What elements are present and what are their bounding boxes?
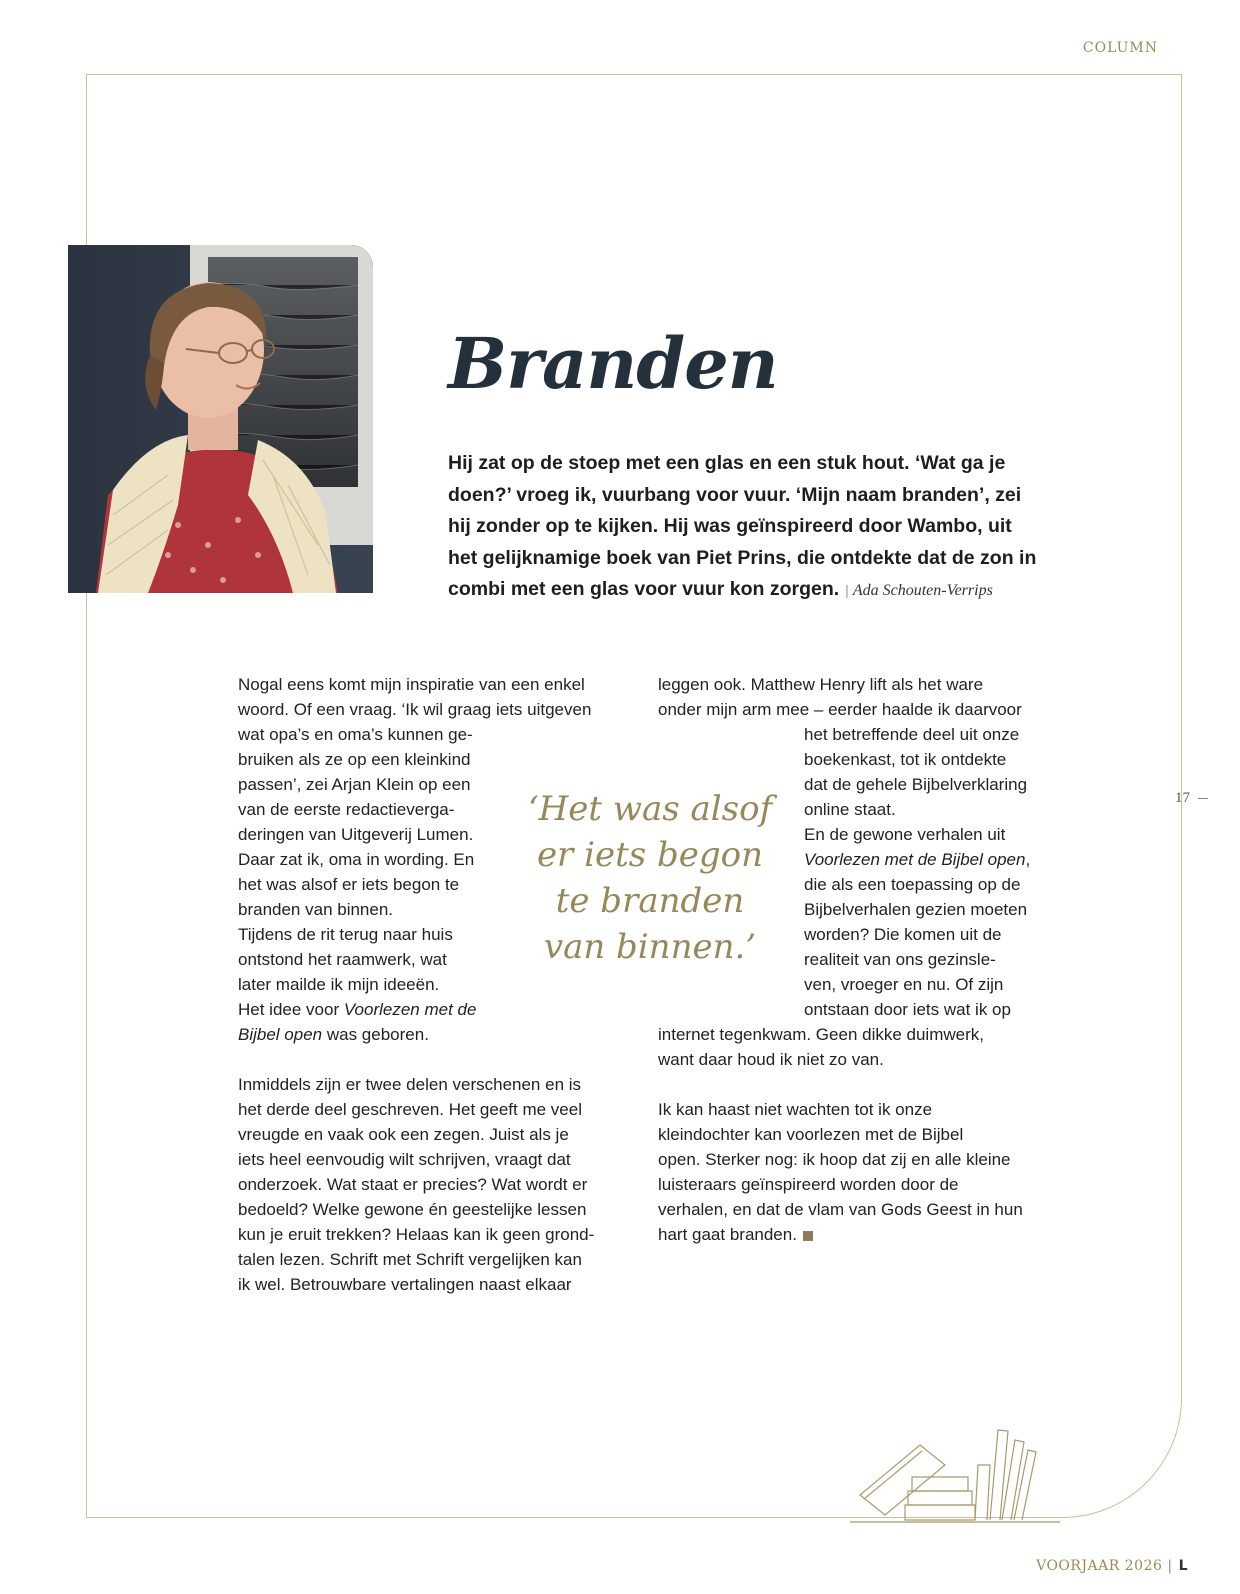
page-number-text: 17 (1175, 790, 1190, 806)
body-line: het betreffende deel uit onze (804, 725, 1020, 744)
body-line: luisteraars geïnspireerd worden door de (658, 1175, 959, 1194)
section-label: COLUMN (1082, 40, 1158, 56)
body-line: ik wel. Betrouwbare vertalingen naast elkaar (238, 1275, 572, 1294)
magazine-logo: L (1178, 1558, 1188, 1574)
body-line: bedoeld? Welke gewone én geestelijke lessen (238, 1200, 587, 1219)
page-footer (1036, 1558, 1188, 1574)
body-line: open. Sterker nog: ik hoop dat zij en alle kleine (658, 1150, 1011, 1169)
intro-line: hij zonder op te kijken. Hij was geïnspireerd door Wambo, uit (448, 515, 1012, 537)
body-line: bruiken als ze op een kleinkind (238, 750, 471, 769)
paragraph-gap (238, 1047, 594, 1072)
intro-line: het gelijknamige boek van Piet Prins, die ontdekte dat de zon in (448, 546, 1037, 569)
paragraph-gap (658, 1072, 1023, 1097)
body-line: Tijdens de rit terug naar huis (238, 925, 453, 944)
body-line: onder mijn arm mee – eerder haalde ik daarvoor (658, 700, 1022, 719)
body-line: internet tegenkwam. Geen dikke duimwerk, (658, 1025, 984, 1044)
body-line: want daar houd ik niet zo van. (658, 1050, 884, 1069)
article-title: Branden (448, 322, 778, 405)
body-text-run: Het idee voor (238, 1000, 344, 1019)
column-2-top (658, 672, 1022, 722)
body-line: vreugde en vaak ook een zegen. Juist als je (238, 1125, 569, 1144)
author-photo (68, 245, 373, 593)
body-line: Nogal eens komt mijn inspiratie van een enkel (238, 675, 585, 694)
intro-line-text: combi met een glas voor vuur kon zorgen. (448, 578, 840, 600)
author-separator: | (845, 582, 849, 598)
body-line: worden? Die komen uit de (804, 925, 1002, 944)
body-line (238, 1022, 594, 1047)
body-line: online staat. (804, 800, 896, 819)
body-line: Inmiddels zijn er twee delen verschenen en is (238, 1075, 582, 1094)
body-line: passen’, zei Arjan Klein op een (238, 775, 471, 794)
body-line: die als een toepassing op de (804, 875, 1021, 894)
body-line: leggen ook. Matthew Henry lift als het ware (658, 675, 984, 694)
body-line: Ik kan haast niet wachten tot ik onze (658, 1100, 933, 1119)
body-line: het was alsof er iets begon te (238, 875, 460, 894)
body-line: realiteit van ons gezinsle- (804, 950, 996, 969)
body-line: branden van binnen. (238, 900, 394, 919)
footer-separator: | (1167, 1558, 1173, 1574)
body-text-run: , (1025, 850, 1031, 869)
body-line: het derde deel geschreven. Het geeft me veel (238, 1100, 582, 1119)
book-title-italic: Voorlezen met de Bijbel open (804, 850, 1026, 869)
body-line (658, 1222, 1023, 1247)
intro-line-last (448, 574, 1058, 607)
body-line: kleindochter kan voorlezen met de Bijbel (658, 1125, 964, 1144)
body-line: ontstaan door iets wat ik op (804, 1000, 1011, 1019)
body-line: iets heel eenvoudig wilt schrijven, vraagt dat (238, 1150, 571, 1169)
body-line: onderzoek. Wat staat er precies? Wat wordt er (238, 1175, 588, 1194)
body-line: wat opa’s en oma’s kunnen ge- (238, 725, 473, 744)
intro-line: doen?’ vroeg ik, vuurbang voor vuur. ‘Mijn naam branden’, zei (448, 483, 1022, 506)
body-line: boekenkast, tot ik ontdekte (804, 750, 1007, 769)
body-line: later mailde ik mijn ideeën. (238, 975, 440, 994)
author-name: Ada Schouten-Verrips (852, 582, 993, 599)
body-line: kun je eruit trekken? Helaas kan ik geen grond- (238, 1225, 595, 1244)
end-of-article-mark (803, 1231, 813, 1241)
column-2-narrow (804, 722, 1030, 1022)
issue-label: VOORJAAR 2026 (1036, 1558, 1163, 1574)
body-line: talen lezen. Schrift met Schrift vergelijken kan (238, 1250, 582, 1269)
body-line: dat de gehele Bijbelverklaring (804, 775, 1028, 794)
body-line: Daar zat ik, oma in wording. En (238, 850, 475, 869)
body-line: ven, vroeger en nu. Of zijn (804, 975, 1004, 994)
column-2-bottom (658, 1022, 1023, 1247)
page-number (1175, 790, 1208, 807)
column-1 (238, 672, 594, 1297)
intro-line: Hij zat op de stoep met een glas en een stuk hout. ‘Wat ga je (448, 452, 1006, 474)
page-number-dash (1198, 798, 1208, 799)
body-line (238, 997, 594, 1022)
pull-quote: ‘Het was alsof er iets begon te branden van binnen.’ (527, 789, 773, 967)
body-line: van de eerste redactieverga- (238, 800, 455, 819)
intro-paragraph (448, 448, 1058, 607)
body-text-run: hart gaat branden. (658, 1225, 797, 1244)
body-line: En de gewone verhalen uit (804, 825, 1006, 844)
body-line (804, 847, 1030, 872)
book-title-italic: Bijbel open (238, 1025, 323, 1044)
body-text-run: was geboren. (322, 1025, 429, 1044)
body-line: woord. Of een vraag. ‘Ik wil graag iets uitgeven (238, 700, 592, 719)
body-line: verhalen, en dat de vlam van Gods Geest in hun (658, 1200, 1023, 1219)
body-line: ontstond het raamwerk, wat (238, 950, 447, 969)
body-line: Bijbelverhalen gezien moeten (804, 900, 1028, 919)
books-illustration (850, 1425, 1060, 1525)
book-title-italic: Voorlezen met de (343, 1000, 477, 1019)
body-line: deringen van Uitgeverij Lumen. (238, 825, 474, 844)
